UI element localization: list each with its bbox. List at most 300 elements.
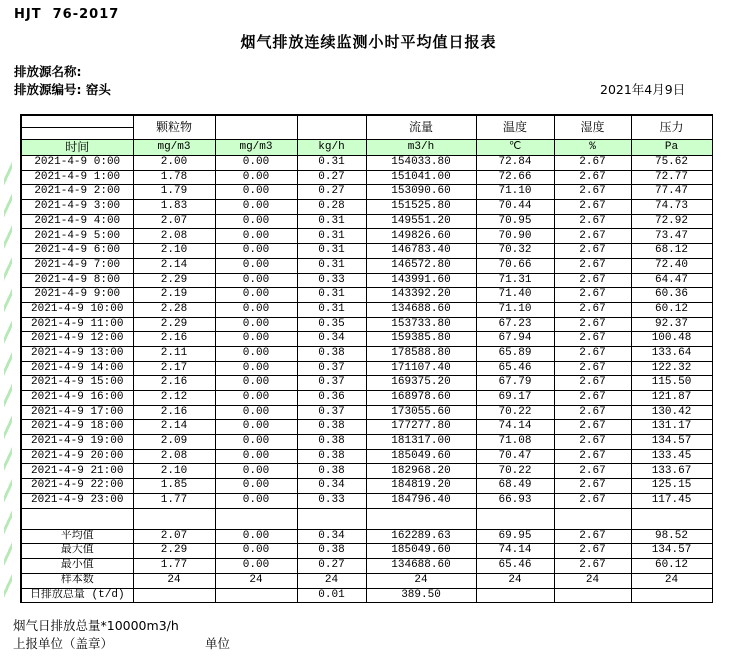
group-header-row (21, 115, 712, 128)
summary-value-cell: 69.95 (476, 529, 554, 544)
value-cell: 2.67 (554, 479, 631, 494)
value-cell: 1.79 (133, 185, 215, 200)
value-cell: 0.00 (215, 493, 297, 508)
unit-header-kgh: kg/h (297, 140, 366, 156)
value-cell: 0.00 (215, 346, 297, 361)
table-row (21, 302, 712, 317)
value-cell: 2.08 (133, 449, 215, 464)
summary-value-cell: 389.50 (366, 588, 476, 603)
value-cell: 0.00 (215, 479, 297, 494)
value-cell: 2.09 (133, 435, 215, 450)
value-cell: 133.64 (631, 346, 712, 361)
value-cell: 146572.80 (366, 258, 476, 273)
value-cell: 2.67 (554, 420, 631, 435)
value-cell: 71.40 (476, 288, 554, 303)
value-cell: 67.23 (476, 317, 554, 332)
time-cell: 2021-4-9 6:00 (21, 244, 133, 259)
value-cell: 0.00 (215, 258, 297, 273)
empty-cell (297, 508, 366, 529)
value-cell: 2.67 (554, 273, 631, 288)
time-cell: 2021-4-9 20:00 (21, 449, 133, 464)
value-cell: 65.46 (476, 361, 554, 376)
value-cell: 1.85 (133, 479, 215, 494)
summary-value-cell: 2.67 (554, 544, 631, 559)
summary-value-cell: 2.67 (554, 529, 631, 544)
value-cell: 66.93 (476, 493, 554, 508)
value-cell: 134688.60 (366, 302, 476, 317)
table-row (21, 464, 712, 479)
unit-header-mgm3-2: mg/m3 (215, 140, 297, 156)
summary-row (21, 544, 712, 559)
value-cell: 0.00 (215, 435, 297, 450)
summary-row (21, 588, 712, 603)
value-cell: 0.35 (297, 317, 366, 332)
value-cell: 0.37 (297, 376, 366, 391)
doc-code: HJT 76-2017 (14, 7, 120, 22)
summary-row (21, 559, 712, 574)
value-cell: 168978.60 (366, 391, 476, 406)
value-cell: 149551.20 (366, 214, 476, 229)
value-cell: 2.29 (133, 317, 215, 332)
value-cell: 2.67 (554, 185, 631, 200)
value-cell: 2.00 (133, 156, 215, 171)
time-column-header: 时间 (21, 140, 133, 156)
time-cell: 2021-4-9 8:00 (21, 273, 133, 288)
value-cell: 0.00 (215, 449, 297, 464)
summary-value-cell: 24 (476, 573, 554, 588)
value-cell: 2.67 (554, 156, 631, 171)
value-cell: 0.33 (297, 493, 366, 508)
time-cell: 2021-4-9 2:00 (21, 185, 133, 200)
value-cell: 70.44 (476, 200, 554, 215)
value-cell: 2.67 (554, 258, 631, 273)
value-cell: 153090.60 (366, 185, 476, 200)
value-cell: 117.45 (631, 493, 712, 508)
page-title: 烟气排放连续监测小时平均值日报表 (240, 33, 497, 51)
group-header-temperature: 温度 (476, 115, 554, 140)
table-row (21, 332, 712, 347)
value-cell: 67.94 (476, 332, 554, 347)
value-cell: 2.67 (554, 391, 631, 406)
value-cell: 2.67 (554, 170, 631, 185)
value-cell: 0.00 (215, 170, 297, 185)
value-cell: 67.79 (476, 376, 554, 391)
monitoring-table (20, 114, 713, 603)
value-cell: 71.08 (476, 435, 554, 450)
value-cell: 2.67 (554, 449, 631, 464)
value-cell: 2.14 (133, 258, 215, 273)
value-cell: 2.67 (554, 229, 631, 244)
table-row (21, 449, 712, 464)
summary-value-cell: 98.52 (631, 529, 712, 544)
value-cell: 0.00 (215, 229, 297, 244)
value-cell: 2.67 (554, 405, 631, 420)
summary-value-cell: 162289.63 (366, 529, 476, 544)
summary-value-cell (631, 588, 712, 603)
summary-value-cell: 24 (133, 573, 215, 588)
group-header-pressure: 压力 (631, 115, 712, 140)
empty-cell (21, 508, 133, 529)
value-cell: 0.00 (215, 214, 297, 229)
unit-header-celsius: ℃ (476, 140, 554, 156)
value-cell: 0.00 (215, 317, 297, 332)
value-cell: 153733.80 (366, 317, 476, 332)
value-cell: 0.31 (297, 258, 366, 273)
value-cell: 2.16 (133, 405, 215, 420)
summary-value-cell (554, 588, 631, 603)
value-cell: 2.16 (133, 376, 215, 391)
summary-value-cell: 185049.60 (366, 544, 476, 559)
value-cell: 70.90 (476, 229, 554, 244)
summary-value-cell: 0.27 (297, 559, 366, 574)
value-cell: 100.48 (631, 332, 712, 347)
value-cell: 77.47 (631, 185, 712, 200)
summary-value-cell: 0.00 (215, 559, 297, 574)
value-cell: 2.12 (133, 391, 215, 406)
value-cell: 72.84 (476, 156, 554, 171)
time-cell: 2021-4-9 14:00 (21, 361, 133, 376)
value-cell: 0.00 (215, 391, 297, 406)
value-cell: 173055.60 (366, 405, 476, 420)
value-cell: 2.67 (554, 332, 631, 347)
value-cell: 74.73 (631, 200, 712, 215)
value-cell: 65.89 (476, 346, 554, 361)
table-row (21, 156, 712, 171)
table-row (21, 405, 712, 420)
value-cell: 133.45 (631, 449, 712, 464)
value-cell: 0.00 (215, 405, 297, 420)
value-cell: 177277.80 (366, 420, 476, 435)
value-cell: 72.92 (631, 214, 712, 229)
value-cell: 1.78 (133, 170, 215, 185)
value-cell: 0.37 (297, 361, 366, 376)
time-cell: 2021-4-9 12:00 (21, 332, 133, 347)
value-cell: 70.22 (476, 405, 554, 420)
table-row (21, 288, 712, 303)
value-cell: 72.66 (476, 170, 554, 185)
time-header-split-top (21, 115, 133, 128)
value-cell: 0.34 (297, 479, 366, 494)
summary-value-cell: 24 (215, 573, 297, 588)
table-row (21, 200, 712, 215)
value-cell: 2.67 (554, 214, 631, 229)
time-cell: 2021-4-9 13:00 (21, 346, 133, 361)
summary-value-cell: 60.12 (631, 559, 712, 574)
value-cell: 185049.60 (366, 449, 476, 464)
value-cell: 131.17 (631, 420, 712, 435)
value-cell: 0.00 (215, 200, 297, 215)
value-cell: 69.17 (476, 391, 554, 406)
time-cell: 2021-4-9 4:00 (21, 214, 133, 229)
table-row (21, 214, 712, 229)
summary-label-cell: 最小值 (21, 559, 133, 574)
summary-value-cell: 0.01 (297, 588, 366, 603)
unit-header-mgm3-1: mg/m3 (133, 140, 215, 156)
value-cell: 0.31 (297, 302, 366, 317)
value-cell: 2.67 (554, 361, 631, 376)
value-cell: 0.31 (297, 288, 366, 303)
value-cell: 2.28 (133, 302, 215, 317)
value-cell: 2.67 (554, 288, 631, 303)
value-cell: 1.83 (133, 200, 215, 215)
value-cell: 2.10 (133, 464, 215, 479)
value-cell: 125.15 (631, 479, 712, 494)
value-cell: 70.22 (476, 464, 554, 479)
value-cell: 2.17 (133, 361, 215, 376)
table-row (21, 420, 712, 435)
group-header-flow: 流量 (366, 115, 476, 140)
time-cell: 2021-4-9 19:00 (21, 435, 133, 450)
summary-value-cell: 0.00 (215, 544, 297, 559)
table-row (21, 376, 712, 391)
report-date: 2021年4月9日 (600, 82, 686, 97)
time-cell: 2021-4-9 16:00 (21, 391, 133, 406)
summary-value-cell: 1.77 (133, 559, 215, 574)
summary-value-cell: 74.14 (476, 544, 554, 559)
time-cell: 2021-4-9 0:00 (21, 156, 133, 171)
value-cell: 0.31 (297, 229, 366, 244)
value-cell: 70.66 (476, 258, 554, 273)
time-cell: 2021-4-9 1:00 (21, 170, 133, 185)
summary-value-cell (133, 588, 215, 603)
value-cell: 0.38 (297, 435, 366, 450)
source-id-label: 排放源编号: 窑头 (14, 82, 111, 97)
time-cell: 2021-4-9 11:00 (21, 317, 133, 332)
table-row (21, 273, 712, 288)
value-cell: 151525.80 (366, 200, 476, 215)
value-cell: 2.11 (133, 346, 215, 361)
value-cell: 0.00 (215, 288, 297, 303)
table-row (21, 258, 712, 273)
value-cell: 2.29 (133, 273, 215, 288)
summary-label-cell: 平均值 (21, 529, 133, 544)
value-cell: 0.27 (297, 185, 366, 200)
summary-value-cell: 24 (554, 573, 631, 588)
value-cell: 73.47 (631, 229, 712, 244)
row-marker-ticks (4, 154, 12, 604)
value-cell: 2.08 (133, 229, 215, 244)
summary-value-cell: 0.00 (215, 529, 297, 544)
value-cell: 72.77 (631, 170, 712, 185)
value-cell: 0.00 (215, 156, 297, 171)
value-cell: 60.36 (631, 288, 712, 303)
value-cell: 151041.00 (366, 170, 476, 185)
summary-value-cell: 24 (366, 573, 476, 588)
summary-label-cell: 最大值 (21, 544, 133, 559)
value-cell: 181317.00 (366, 435, 476, 450)
value-cell: 0.00 (215, 185, 297, 200)
value-cell: 130.42 (631, 405, 712, 420)
spacer-row (21, 508, 712, 529)
value-cell: 64.47 (631, 273, 712, 288)
value-cell: 133.67 (631, 464, 712, 479)
time-cell: 2021-4-9 7:00 (21, 258, 133, 273)
value-cell: 2.67 (554, 302, 631, 317)
unit-header-pa: Pa (631, 140, 712, 156)
time-cell: 2021-4-9 22:00 (21, 479, 133, 494)
value-cell: 122.32 (631, 361, 712, 376)
value-cell: 184796.40 (366, 493, 476, 508)
value-cell: 121.87 (631, 391, 712, 406)
time-cell: 2021-4-9 15:00 (21, 376, 133, 391)
value-cell: 0.31 (297, 244, 366, 259)
empty-cell (215, 508, 297, 529)
value-cell: 75.62 (631, 156, 712, 171)
table-row (21, 493, 712, 508)
summary-value-cell: 0.38 (297, 544, 366, 559)
table-row (21, 170, 712, 185)
summary-value-cell: 134.57 (631, 544, 712, 559)
value-cell: 149826.60 (366, 229, 476, 244)
value-cell: 2.19 (133, 288, 215, 303)
value-cell: 0.33 (297, 273, 366, 288)
value-cell: 0.38 (297, 420, 366, 435)
empty-cell (133, 508, 215, 529)
table-row (21, 435, 712, 450)
table-row (21, 317, 712, 332)
value-cell: 0.37 (297, 405, 366, 420)
value-cell: 0.36 (297, 391, 366, 406)
time-cell: 2021-4-9 5:00 (21, 229, 133, 244)
summary-value-cell: 65.46 (476, 559, 554, 574)
summary-value-cell: 24 (297, 573, 366, 588)
value-cell: 70.47 (476, 449, 554, 464)
value-cell: 0.00 (215, 464, 297, 479)
table-row (21, 185, 712, 200)
summary-value-cell: 24 (631, 573, 712, 588)
value-cell: 0.00 (215, 244, 297, 259)
value-cell: 0.31 (297, 156, 366, 171)
value-cell: 0.00 (215, 361, 297, 376)
value-cell: 169375.20 (366, 376, 476, 391)
time-cell: 2021-4-9 21:00 (21, 464, 133, 479)
table-row (21, 391, 712, 406)
time-header-split-bottom (21, 128, 133, 140)
table-row (21, 229, 712, 244)
unit-header-row (21, 140, 712, 156)
value-cell: 0.34 (297, 332, 366, 347)
value-cell: 171107.40 (366, 361, 476, 376)
summary-row (21, 529, 712, 544)
time-cell: 2021-4-9 3:00 (21, 200, 133, 215)
value-cell: 0.00 (215, 376, 297, 391)
footer-note-total: 烟气日排放总量*10000m3/h (13, 618, 179, 633)
value-cell: 68.49 (476, 479, 554, 494)
value-cell: 0.00 (215, 302, 297, 317)
value-cell: 2.67 (554, 464, 631, 479)
value-cell: 71.10 (476, 302, 554, 317)
value-cell: 68.12 (631, 244, 712, 259)
summary-value-cell: 0.34 (297, 529, 366, 544)
value-cell: 184819.20 (366, 479, 476, 494)
unit-header-m3h: m3/h (366, 140, 476, 156)
value-cell: 71.31 (476, 273, 554, 288)
summary-value-cell: 2.07 (133, 529, 215, 544)
group-header-humidity: 湿度 (554, 115, 631, 140)
time-cell: 2021-4-9 17:00 (21, 405, 133, 420)
value-cell: 2.67 (554, 435, 631, 450)
value-cell: 60.12 (631, 302, 712, 317)
summary-value-cell (215, 588, 297, 603)
group-header-empty-2 (297, 115, 366, 140)
value-cell: 2.67 (554, 493, 631, 508)
value-cell: 72.40 (631, 258, 712, 273)
summary-value-cell: 2.29 (133, 544, 215, 559)
value-cell: 2.67 (554, 244, 631, 259)
group-header-particulate: 颗粒物 (133, 115, 215, 140)
footer-unit-label: 单位 (205, 636, 231, 651)
value-cell: 115.50 (631, 376, 712, 391)
summary-label-cell: 日排放总量 (t/d) (21, 588, 133, 603)
value-cell: 1.77 (133, 493, 215, 508)
value-cell: 0.00 (215, 420, 297, 435)
value-cell: 0.00 (215, 332, 297, 347)
data-rows (21, 156, 712, 509)
value-cell: 74.14 (476, 420, 554, 435)
value-cell: 92.37 (631, 317, 712, 332)
value-cell: 0.28 (297, 200, 366, 215)
table-row (21, 244, 712, 259)
value-cell: 2.14 (133, 420, 215, 435)
group-header-empty-1 (215, 115, 297, 140)
value-cell: 2.67 (554, 200, 631, 215)
value-cell: 2.16 (133, 332, 215, 347)
table-row (21, 361, 712, 376)
value-cell: 0.00 (215, 273, 297, 288)
summary-rows (21, 508, 712, 603)
time-cell: 2021-4-9 9:00 (21, 288, 133, 303)
time-cell: 2021-4-9 23:00 (21, 493, 133, 508)
summary-value-cell: 2.67 (554, 559, 631, 574)
table-row (21, 479, 712, 494)
empty-cell (631, 508, 712, 529)
summary-row (21, 573, 712, 588)
value-cell: 0.31 (297, 214, 366, 229)
value-cell: 2.07 (133, 214, 215, 229)
value-cell: 143392.20 (366, 288, 476, 303)
empty-cell (366, 508, 476, 529)
value-cell: 2.67 (554, 346, 631, 361)
value-cell: 0.27 (297, 170, 366, 185)
value-cell: 70.32 (476, 244, 554, 259)
footer-report-unit-label: 上报单位（盖章） (13, 636, 114, 651)
value-cell: 0.38 (297, 464, 366, 479)
value-cell: 70.95 (476, 214, 554, 229)
value-cell: 0.38 (297, 449, 366, 464)
value-cell: 2.67 (554, 317, 631, 332)
empty-cell (476, 508, 554, 529)
value-cell: 178588.80 (366, 346, 476, 361)
unit-header-percent: % (554, 140, 631, 156)
time-cell: 2021-4-9 18:00 (21, 420, 133, 435)
value-cell: 159385.80 (366, 332, 476, 347)
value-cell: 71.10 (476, 185, 554, 200)
value-cell: 2.67 (554, 376, 631, 391)
value-cell: 146783.40 (366, 244, 476, 259)
table-row (21, 346, 712, 361)
summary-value-cell (476, 588, 554, 603)
time-cell: 2021-4-9 10:00 (21, 302, 133, 317)
value-cell: 143991.60 (366, 273, 476, 288)
value-cell: 134.57 (631, 435, 712, 450)
value-cell: 2.10 (133, 244, 215, 259)
source-name-label: 排放源名称: (14, 64, 82, 79)
empty-cell (554, 508, 631, 529)
value-cell: 0.38 (297, 346, 366, 361)
summary-label-cell: 样本数 (21, 573, 133, 588)
summary-value-cell: 134688.60 (366, 559, 476, 574)
value-cell: 182968.20 (366, 464, 476, 479)
